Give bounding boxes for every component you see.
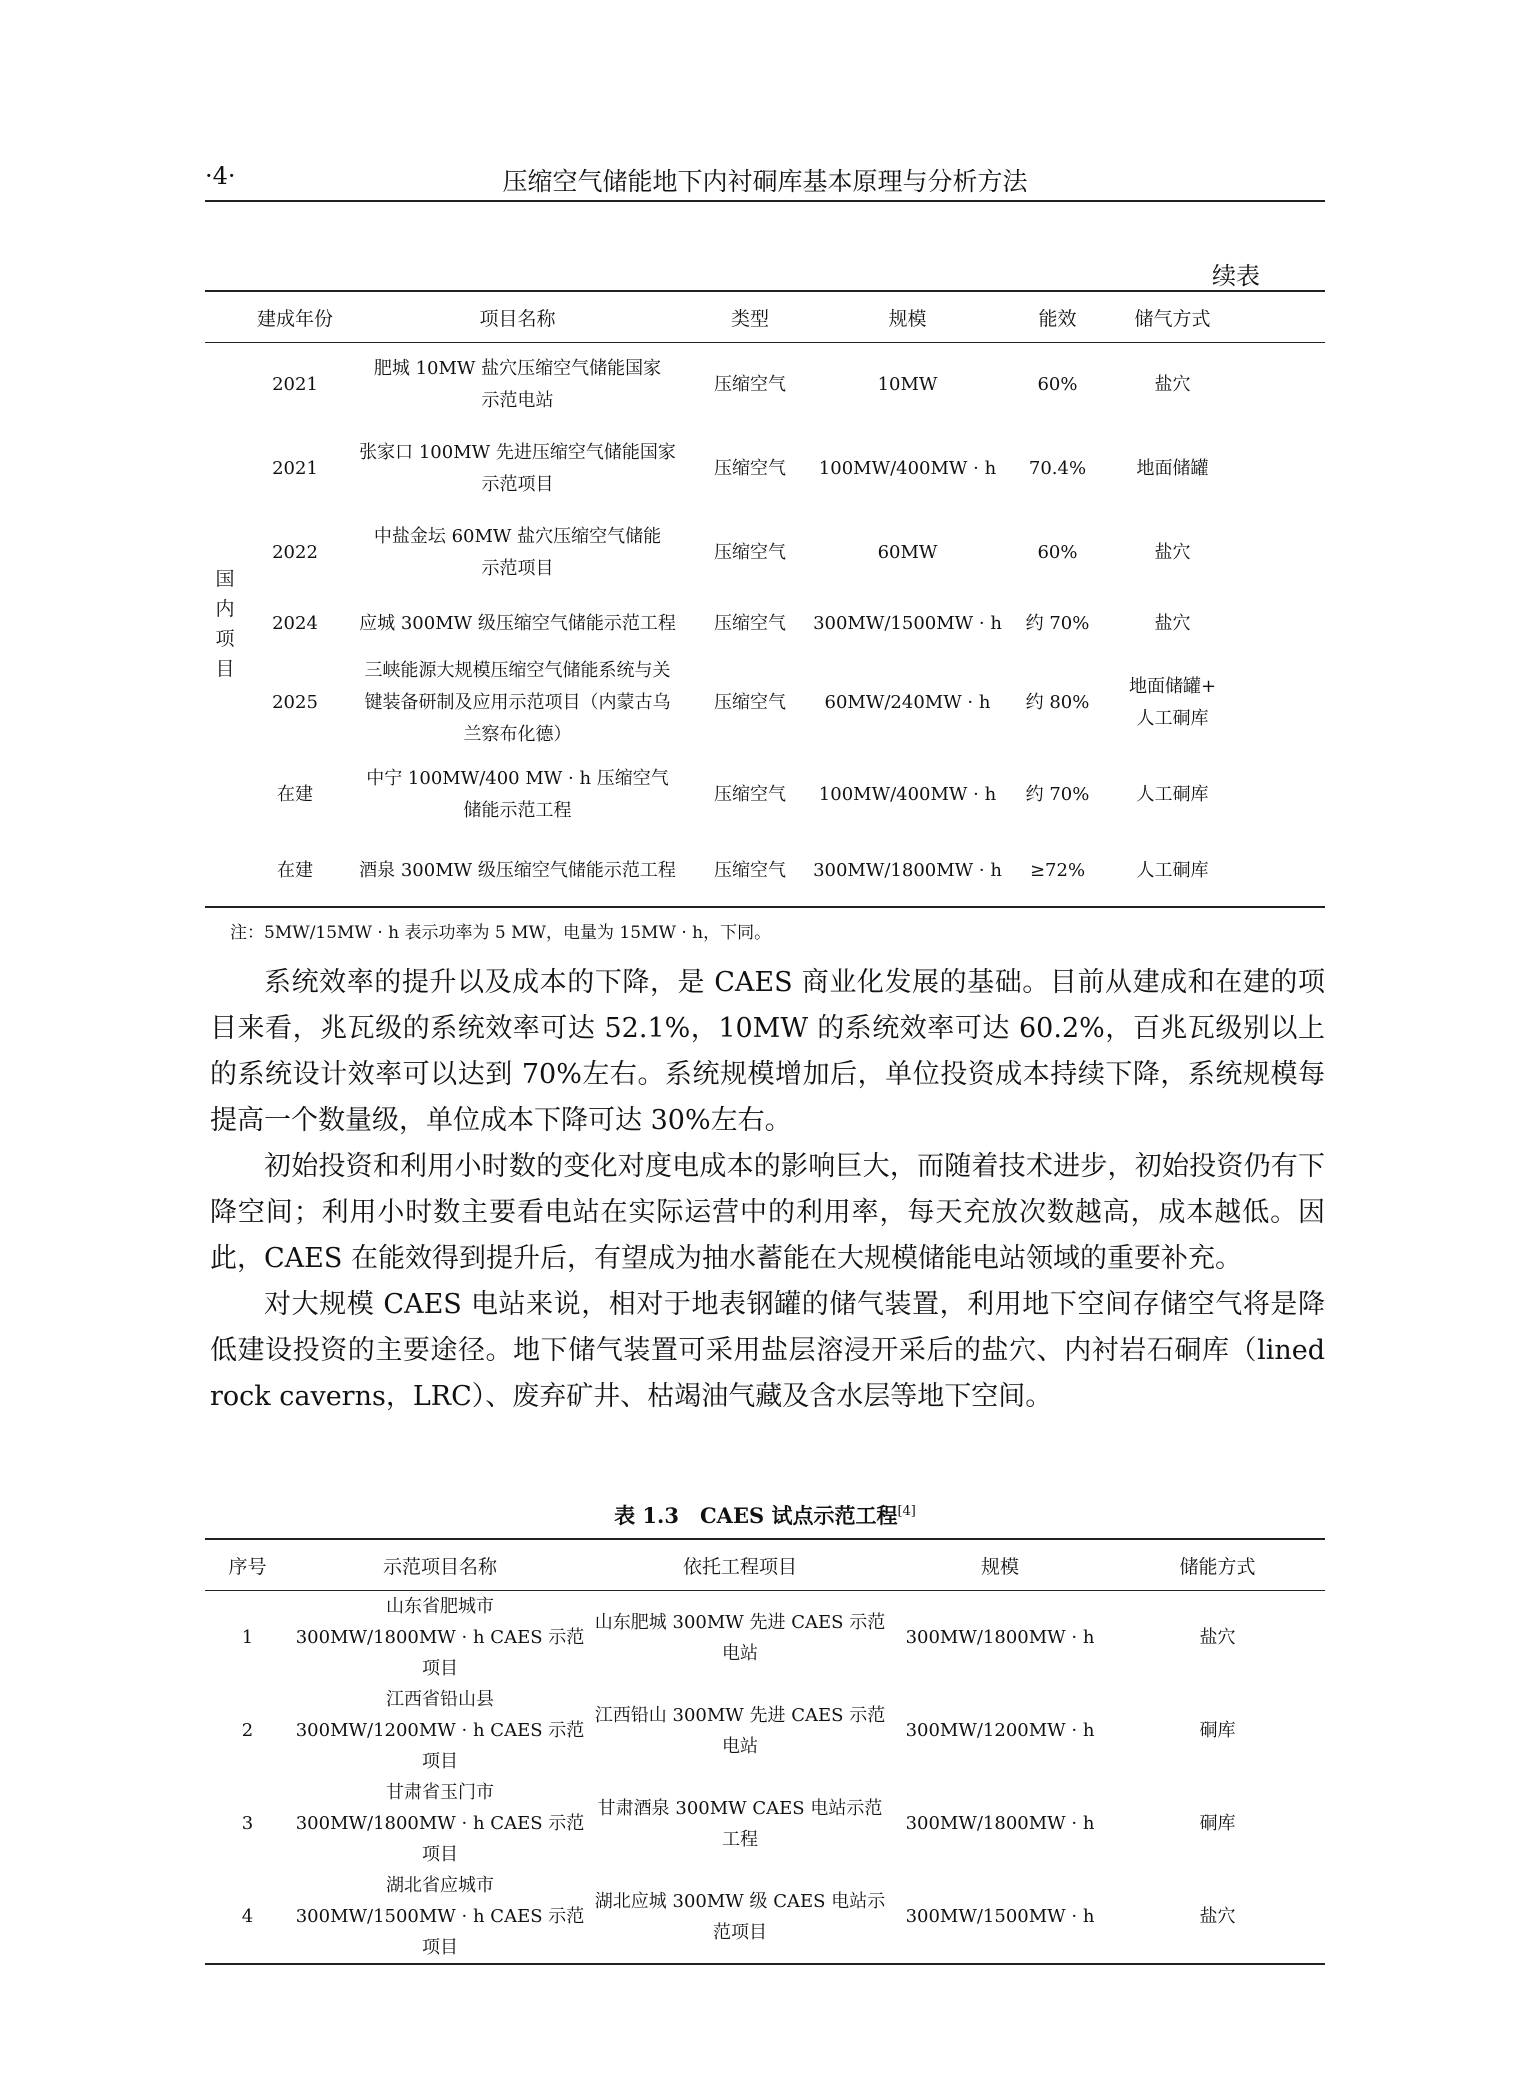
table-header-row (205, 1539, 1325, 1591)
cell-line: 盐穴 (1154, 612, 1191, 634)
cell-line: 地面储罐 (1136, 457, 1209, 479)
cell-scale: 100MW/400MW · h (818, 783, 997, 805)
cell-empty (1235, 753, 1325, 837)
cell-line: 范项目 (713, 1921, 767, 1943)
cell-scale: 300MW/1500MW · h (813, 612, 1002, 634)
cell-line: 肥城 10MW 盐穴压缩空气储能国家 (373, 357, 662, 379)
cell-base (590, 1870, 890, 1964)
col-header-type: 类型 (690, 291, 810, 343)
cell-line: 人工硐库 (1136, 707, 1209, 729)
table-row (205, 427, 1325, 511)
cell-efficiency: 约 80% (1025, 691, 1090, 713)
cell-name (345, 511, 690, 595)
cell-line: 示范项目 (481, 473, 554, 495)
cell-efficiency: 60% (1037, 373, 1078, 395)
cell-base (590, 1777, 890, 1870)
table-row (205, 653, 1325, 753)
cell-line: 人工硐库 (1136, 860, 1209, 881)
cell-no: 4 (241, 1906, 254, 1927)
cell-mode: 硐库 (1199, 1813, 1236, 1834)
col-header-storage: 储气方式 (1110, 291, 1235, 343)
cell-storage (1110, 653, 1235, 753)
table-header-row (205, 291, 1325, 343)
cell-line: 盐穴 (1154, 541, 1191, 563)
cell-line: 山东省肥城市 (386, 1596, 494, 1617)
cell-year: 2021 (272, 373, 318, 395)
cell-name (345, 837, 690, 907)
cell-type: 压缩空气 (714, 612, 786, 634)
cell-type: 压缩空气 (714, 860, 786, 881)
cell-line: 江西省铅山县 (386, 1689, 494, 1710)
cell-line: 300MW/1200MW · h CAES 示范项目 (295, 1720, 585, 1772)
cell-line: 甘肃省玉门市 (386, 1782, 494, 1803)
col-header-year: 建成年份 (245, 291, 345, 343)
cell-line: 江西铅山 300MW 先进 CAES 示范 (594, 1704, 886, 1726)
cell-mode: 硐库 (1199, 1720, 1236, 1741)
col-header-no: 序号 (205, 1539, 290, 1591)
cell-scale: 300MW/1200MW · h (905, 1720, 1095, 1741)
cell-no: 3 (241, 1813, 254, 1834)
cell-base (590, 1684, 890, 1777)
region-char: 目 (215, 658, 235, 681)
cell-line: 张家口 100MW 先进压缩空气储能国家 (359, 441, 676, 463)
cell-no: 2 (241, 1720, 254, 1741)
table-caption-text: 表 1.3 CAES 试点示范工程 (614, 1503, 898, 1528)
cell-scale: 60MW (877, 541, 938, 563)
cell-storage (1110, 753, 1235, 837)
cell-project (290, 1870, 590, 1964)
cell-line: 工程 (722, 1828, 758, 1850)
cell-line: 中盐金坛 60MW 盐穴压缩空气储能 (373, 525, 662, 547)
cell-year: 2024 (272, 612, 318, 634)
cell-base (590, 1591, 890, 1685)
cell-project (290, 1777, 590, 1870)
cell-project (290, 1591, 590, 1685)
cell-line: 人工硐库 (1136, 783, 1209, 805)
cell-year: 2021 (272, 457, 318, 479)
cell-efficiency: 约 70% (1025, 783, 1090, 805)
cell-year: 2022 (272, 541, 318, 563)
cell-mode: 盐穴 (1199, 1627, 1236, 1648)
paragraph: 系统效率的提升以及成本的下降，是 CAES 商业化发展的基础。目前从建成和在建的项目来看，兆瓦级的系统效率可达 52.1%，10MW 的系统效率可达 60.2%，百兆瓦级别以上的系统设计效率可以达到 70%左右。系统规模增加后，单位投资成本持续下降，系统规模每提高一个数量级，单位成本下降可达 30%左右。 (210, 967, 1325, 1136)
region-char: 内 (215, 598, 235, 621)
cell-storage (1110, 595, 1235, 653)
cell-scale: 300MW/1500MW · h (905, 1906, 1095, 1927)
cell-scale: 10MW (877, 373, 938, 395)
table-row (205, 837, 1325, 907)
paragraph: 对大规模 CAES 电站来说，相对于地表钢罐的储气装置，利用地下空间存储空气将是降低建设投资的主要途径。地下储气装置可采用盐层溶浸开采后的盐穴、内衬岩石硐库（lined rock caverns，LRC）、废弃矿井、枯竭油气藏及含水层等地下空间。 (210, 1289, 1325, 1412)
cell-scale: 60MW/240MW · h (824, 691, 991, 713)
cell-efficiency: 70.4% (1028, 457, 1087, 479)
cell-year: 2025 (272, 691, 318, 713)
cell-line: 盐穴 (1154, 373, 1191, 395)
table-row (205, 1777, 1325, 1870)
cell-line: 应城 300MW 级压缩空气储能示范工程 (359, 612, 676, 634)
cell-name (345, 595, 690, 653)
cell-line: 甘肃酒泉 300MW CAES 电站示范 (597, 1797, 883, 1819)
cell-line: 电站 (722, 1642, 758, 1664)
cell-empty (1235, 511, 1325, 595)
cell-mode: 盐穴 (1199, 1906, 1236, 1927)
region-char: 项 (215, 628, 235, 651)
table-continued-label: 续表 (1212, 262, 1260, 290)
cell-type: 压缩空气 (714, 373, 786, 395)
table-row (205, 753, 1325, 837)
running-title: 压缩空气储能地下内衬硐库基本原理与分析方法 (502, 167, 1028, 196)
region-label (205, 343, 245, 907)
caes-pilot-table (205, 1538, 1325, 1965)
cell-year: 在建 (277, 860, 313, 881)
cell-line: 兰察布化德） (463, 723, 572, 745)
cell-line: 地面储罐+ (1128, 675, 1217, 697)
cell-storage (1110, 511, 1235, 595)
table-caption (205, 1500, 1325, 1530)
cell-project (290, 1684, 590, 1777)
table-note: 注：5MW/15MW · h 表示功率为 5 MW，电量为 15MW · h，下同。 (230, 923, 772, 943)
cell-scale: 100MW/400MW · h (818, 457, 997, 479)
table-row (205, 1870, 1325, 1964)
table-row (205, 1591, 1325, 1685)
table-row (205, 1684, 1325, 1777)
table-row (205, 511, 1325, 595)
cell-empty (1235, 427, 1325, 511)
cell-line: 300MW/1500MW · h CAES 示范项目 (295, 1906, 585, 1958)
cell-line: 酒泉 300MW 级压缩空气储能示范工程 (359, 860, 676, 881)
cell-empty (1235, 653, 1325, 753)
col-header-scale: 规模 (810, 291, 1005, 343)
page-header (205, 160, 1325, 202)
cell-line: 湖北应城 300MW 级 CAES 电站示 (594, 1890, 886, 1912)
cell-type: 压缩空气 (714, 457, 786, 479)
cell-scale: 300MW/1800MW · h (905, 1813, 1095, 1834)
cell-line: 储能示范工程 (463, 799, 572, 821)
cell-line: 示范项目 (481, 557, 554, 579)
domestic-projects-table (205, 290, 1325, 908)
cell-storage (1110, 427, 1235, 511)
table-row (205, 595, 1325, 653)
cell-line: 300MW/1800MW · h CAES 示范项目 (295, 1813, 585, 1865)
body-text (210, 960, 1325, 1420)
paragraph: 初始投资和利用小时数的变化对度电成本的影响巨大，而随着技术进步，初始投资仍有下降空间；利用小时数主要看电站在实际运营中的利用率，每天充放次数越高，成本越低。因此，CAES 在能效得到提升后，有望成为抽水蓄能在大规模储能电站领域的重要补充。 (210, 1151, 1325, 1274)
cell-empty (1235, 343, 1325, 427)
cell-storage (1110, 343, 1235, 427)
col-header-mode: 储能方式 (1110, 1539, 1325, 1591)
cell-line: 300MW/1800MW · h CAES 示范项目 (295, 1627, 585, 1679)
cell-type: 压缩空气 (714, 691, 786, 713)
cell-line: 三峡能源大规模压缩空气储能系统与关 (364, 659, 671, 681)
page-number: ·4· (205, 162, 236, 190)
citation-ref: [4] (897, 1504, 916, 1519)
cell-line: 湖北省应城市 (386, 1875, 494, 1896)
cell-line: 示范电站 (481, 389, 554, 411)
cell-empty (1235, 837, 1325, 907)
cell-scale: 300MW/1800MW · h (813, 860, 1002, 881)
cell-type: 压缩空气 (714, 783, 786, 805)
cell-efficiency: 60% (1037, 541, 1078, 563)
region-char: 国 (215, 568, 235, 591)
col-header-base: 依托工程项目 (590, 1539, 890, 1591)
cell-name (345, 753, 690, 837)
cell-storage (1110, 837, 1235, 907)
table-row (205, 343, 1325, 427)
cell-line: 电站 (722, 1735, 758, 1757)
cell-scale: 300MW/1800MW · h (905, 1627, 1095, 1648)
col-header-name: 项目名称 (345, 291, 690, 343)
cell-line: 中宁 100MW/400 MW · h 压缩空气 (366, 767, 669, 789)
cell-line: 键装备研制及应用示范项目（内蒙古乌 (364, 691, 671, 713)
cell-no: 1 (241, 1627, 254, 1648)
cell-type: 压缩空气 (714, 541, 786, 563)
cell-name (345, 343, 690, 427)
col-header-project: 示范项目名称 (290, 1539, 590, 1591)
cell-name (345, 427, 690, 511)
cell-name (345, 653, 690, 753)
col-header-scale: 规模 (890, 1539, 1110, 1591)
cell-year: 在建 (277, 783, 313, 805)
cell-line: 山东肥城 300MW 先进 CAES 示范 (594, 1611, 886, 1633)
cell-efficiency: 约 70% (1025, 612, 1090, 634)
col-header-efficiency: 能效 (1005, 291, 1110, 343)
cell-empty (1235, 595, 1325, 653)
cell-efficiency: ≥72% (1029, 860, 1086, 881)
